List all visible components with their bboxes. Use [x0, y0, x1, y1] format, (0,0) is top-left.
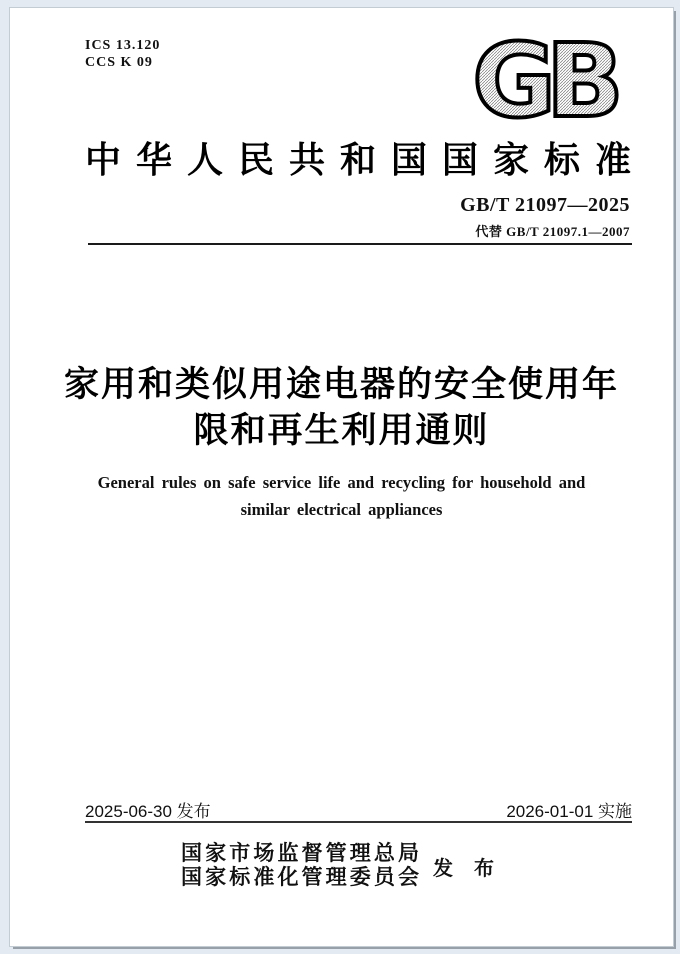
standard-number-block	[460, 194, 630, 240]
national-standard-heading: 中华人民共和国国家标准	[85, 140, 631, 180]
standard-title-english	[10, 469, 673, 523]
issuing-agencies	[10, 841, 673, 889]
publish-label: 发 布	[433, 857, 502, 880]
ics-code: ICS 13.120	[85, 38, 161, 53]
issuer-line2: 国家标准化管理委员会	[181, 865, 419, 889]
title-en-line1: General rules on safe service life and recycling for household and	[97, 473, 586, 492]
gb-logo-icon	[458, 30, 628, 122]
gb-logo-text: GB	[472, 30, 614, 122]
standard-number: GB/T 21097—2025	[460, 194, 630, 216]
implementation-date: 2026-01-01 实施	[506, 802, 632, 821]
dates-row	[85, 797, 632, 822]
title-en-line2: similar electrical appliances	[240, 500, 443, 519]
standard-title-chinese	[10, 362, 673, 454]
title-zh-line1: 家用和类似用途电器的安全使用年	[63, 365, 619, 404]
classification-codes	[85, 37, 160, 71]
title-zh-line2: 限和再生利用通则	[193, 411, 490, 450]
issuer-names	[181, 841, 419, 889]
issue-date: 2025-06-30 发布	[85, 802, 211, 821]
standard-cover-page	[10, 8, 673, 946]
issuer-line1: 国家市场监督管理总局	[181, 841, 419, 865]
ccs-code: CCS K 09	[85, 55, 153, 70]
replaces-note: 代替 GB/T 21097.1—2007	[475, 224, 630, 239]
header-divider	[88, 243, 632, 245]
footer-divider	[85, 821, 632, 823]
